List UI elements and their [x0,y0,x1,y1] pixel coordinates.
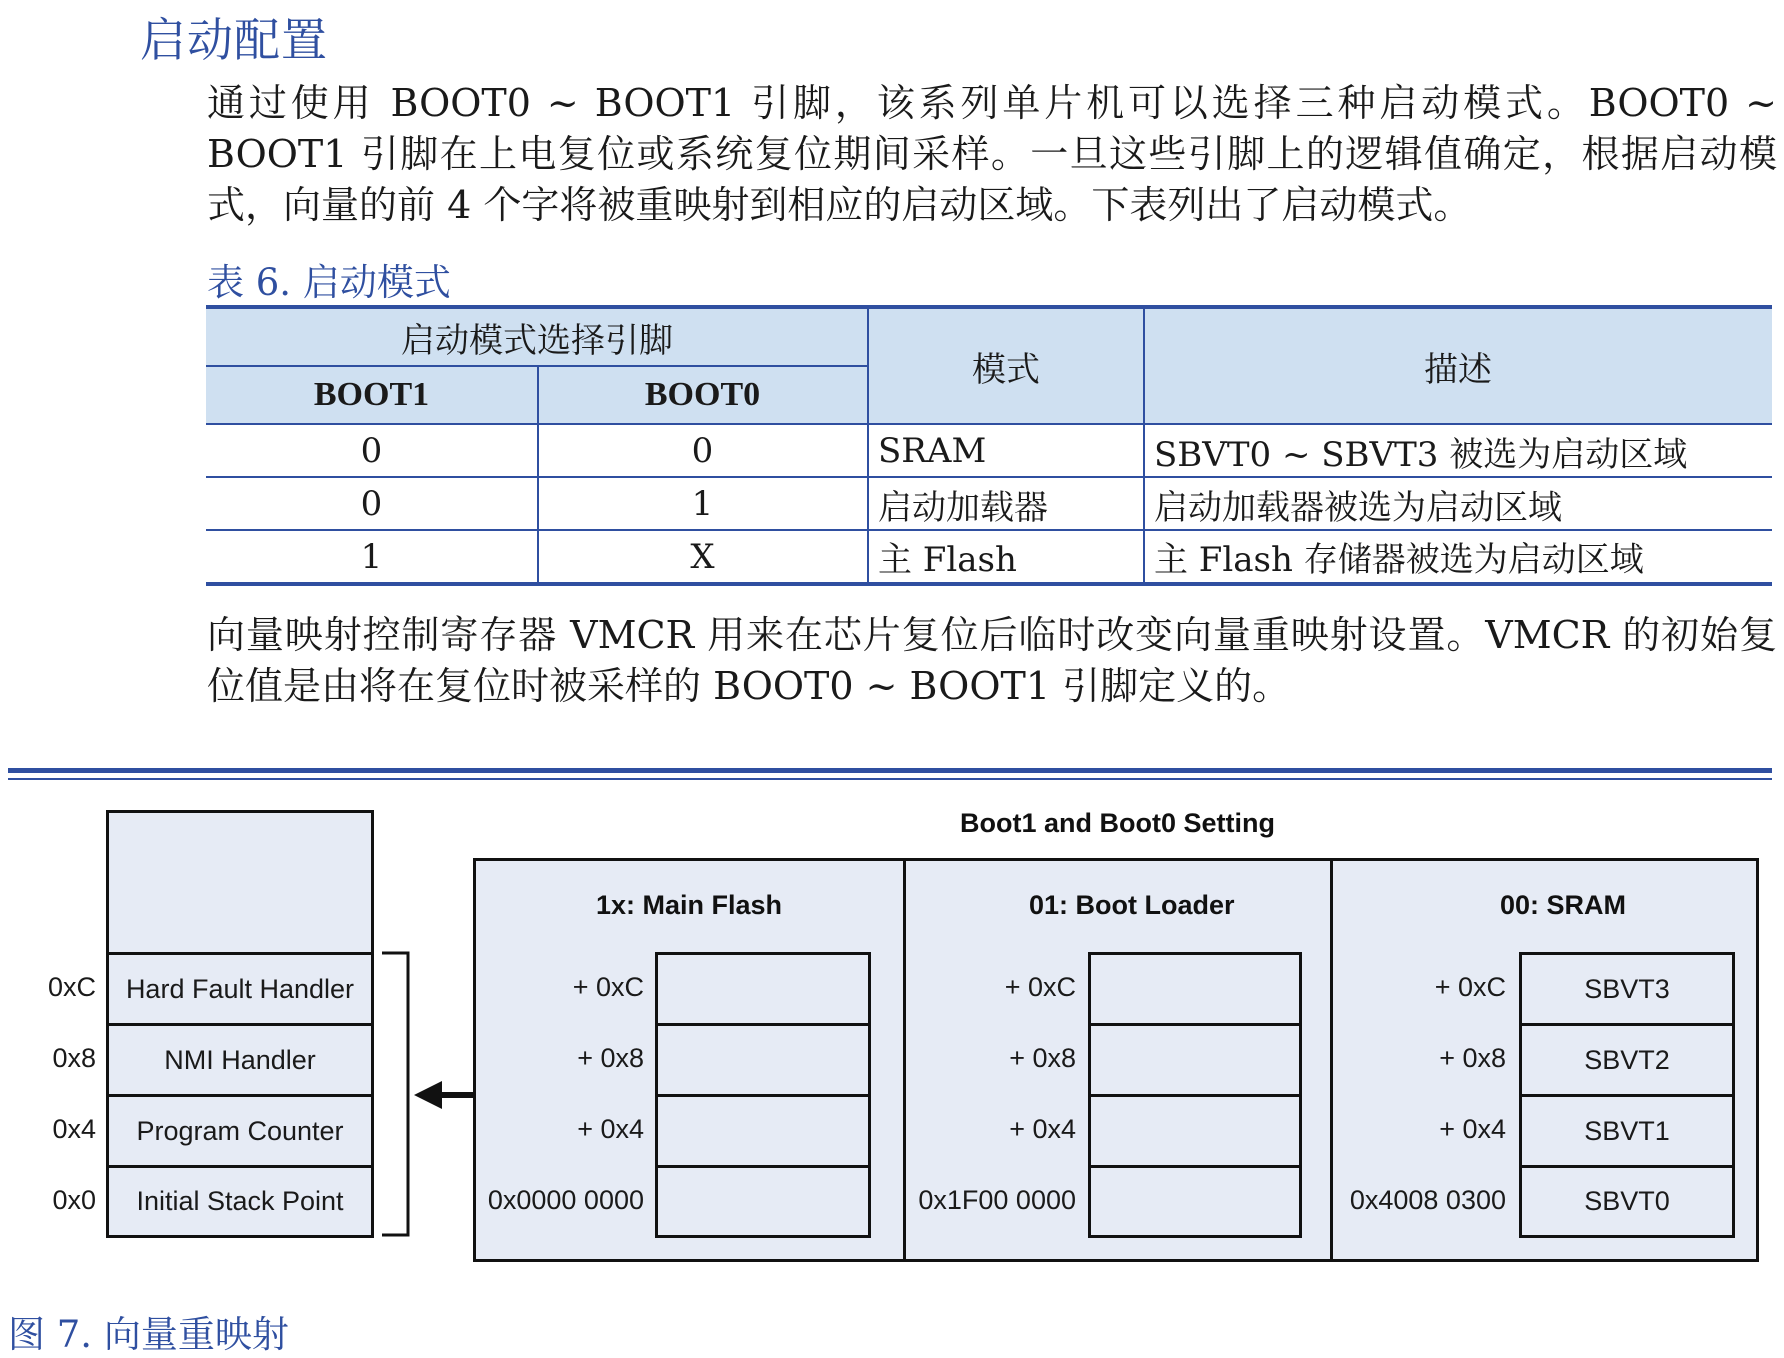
panel-divider [903,858,906,1262]
figure-caption: 图 7. 向量重映射 [8,1313,289,1356]
vector-offset: 0xC [47,972,96,1002]
row2-boot0: 1 [691,484,714,524]
table-rule [206,476,1772,478]
row3-boot1: 1 [360,536,383,577]
table-rule [537,366,539,582]
vmcr-paragraph: 向量映射控制寄存器 VMCR 用来在芯片复位后临时改变向量重映射设置。VMCR 的初始复位值是由将在复位时被采样的 BOOT0 ~ BOOT1 引脚定义的。 [207,613,1777,708]
vector-entry: Hard Fault Handler [106,952,374,1026]
row2-desc: 启动加载器被选为启动区域 [1154,487,1562,528]
vector-offset: 0x4 [52,1114,96,1144]
header-desc: 描述 [1144,309,1772,423]
table-caption: 表 6. 启动模式 [207,261,451,304]
base-address: 0x0000 0000 [487,1185,644,1215]
header-mode: 模式 [868,309,1144,423]
vector-entry: Program Counter [106,1094,374,1168]
slot-offset: + 0x8 [1439,1043,1506,1073]
panel-divider [1330,858,1333,1262]
figure-top-rule-thin [8,778,1772,780]
slot-offset: + 0x8 [1009,1043,1076,1073]
vector-entry: Initial Stack Point [106,1165,374,1238]
row3-desc: 主 Flash 存储器被选为启动区域 [1154,540,1644,580]
slot-offset: + 0x4 [1439,1114,1506,1144]
memory-slot [1088,1023,1302,1097]
row3-boot0: X [690,536,715,577]
header-boot0: BOOT0 [537,366,868,423]
section-heading: 启动配置 [140,13,328,67]
row1-boot0: 0 [691,431,714,471]
sram-slot-sbvt3: SBVT3 [1519,952,1735,1026]
slot-offset: + 0x8 [577,1043,644,1073]
memory-slot [1088,1165,1302,1238]
table-rule [206,423,1772,425]
group-header: 启动模式选择引脚 [206,309,868,366]
memory-slot [655,1165,871,1238]
vector-table-top [106,810,374,958]
vector-offset: 0x0 [52,1185,96,1215]
panel-title-main-flash: 1x: Main Flash [596,890,783,920]
figure-title: Boot1 and Boot0 Setting [960,808,1275,838]
sram-slot-sbvt0: SBVT0 [1519,1165,1735,1238]
intro-paragraph: 通过使用 BOOT0 ~ BOOT1 引脚，该系列单片机可以选择三种启动模式。BOOT0 ~ BOOT1 引脚在上电复位或系统复位期间采样。一旦这些引脚上的逻辑值确定，根据启动模式，向量的前 4 个字将被重映射到相应的启动区域。下表列出了启动模式。 [207,81,1777,227]
sram-slot-sbvt2: SBVT2 [1519,1023,1735,1097]
slot-offset: + 0x4 [577,1114,644,1144]
row3-mode: 主 Flash [878,540,1017,580]
base-address: 0x1F00 0000 [918,1185,1076,1215]
table-rule [206,529,1772,531]
vector-entry: NMI Handler [106,1023,374,1097]
row1-boot1: 0 [360,431,383,471]
memory-slot [1088,1094,1302,1168]
memory-slot [655,1023,871,1097]
memory-slot [655,1094,871,1168]
slot-offset: + 0xC [1434,972,1506,1002]
row2-mode: 启动加载器 [878,487,1048,528]
row1-desc: SBVT0 ~ SBVT3 被选为启动区域 [1154,434,1688,475]
row2-boot1: 0 [360,484,383,524]
slot-offset: + 0xC [572,972,644,1002]
panel-title-boot-loader: 01: Boot Loader [1029,890,1235,920]
sram-slot-sbvt1: SBVT1 [1519,1094,1735,1168]
figure-top-rule [8,768,1772,773]
slot-offset: + 0xC [1004,972,1076,1002]
vector-offset: 0x8 [52,1043,96,1073]
boot-mode-table [206,305,1772,586]
memory-slot [655,952,871,1026]
panel-title-sram: 00: SRAM [1500,890,1627,920]
base-address: 0x4008 0300 [1349,1185,1506,1215]
slot-offset: + 0x4 [1009,1114,1076,1144]
header-boot1: BOOT1 [206,366,537,423]
table-rule [1143,309,1145,582]
table-rule [867,309,869,582]
row1-mode: SRAM [878,431,987,471]
memory-slot [1088,952,1302,1026]
